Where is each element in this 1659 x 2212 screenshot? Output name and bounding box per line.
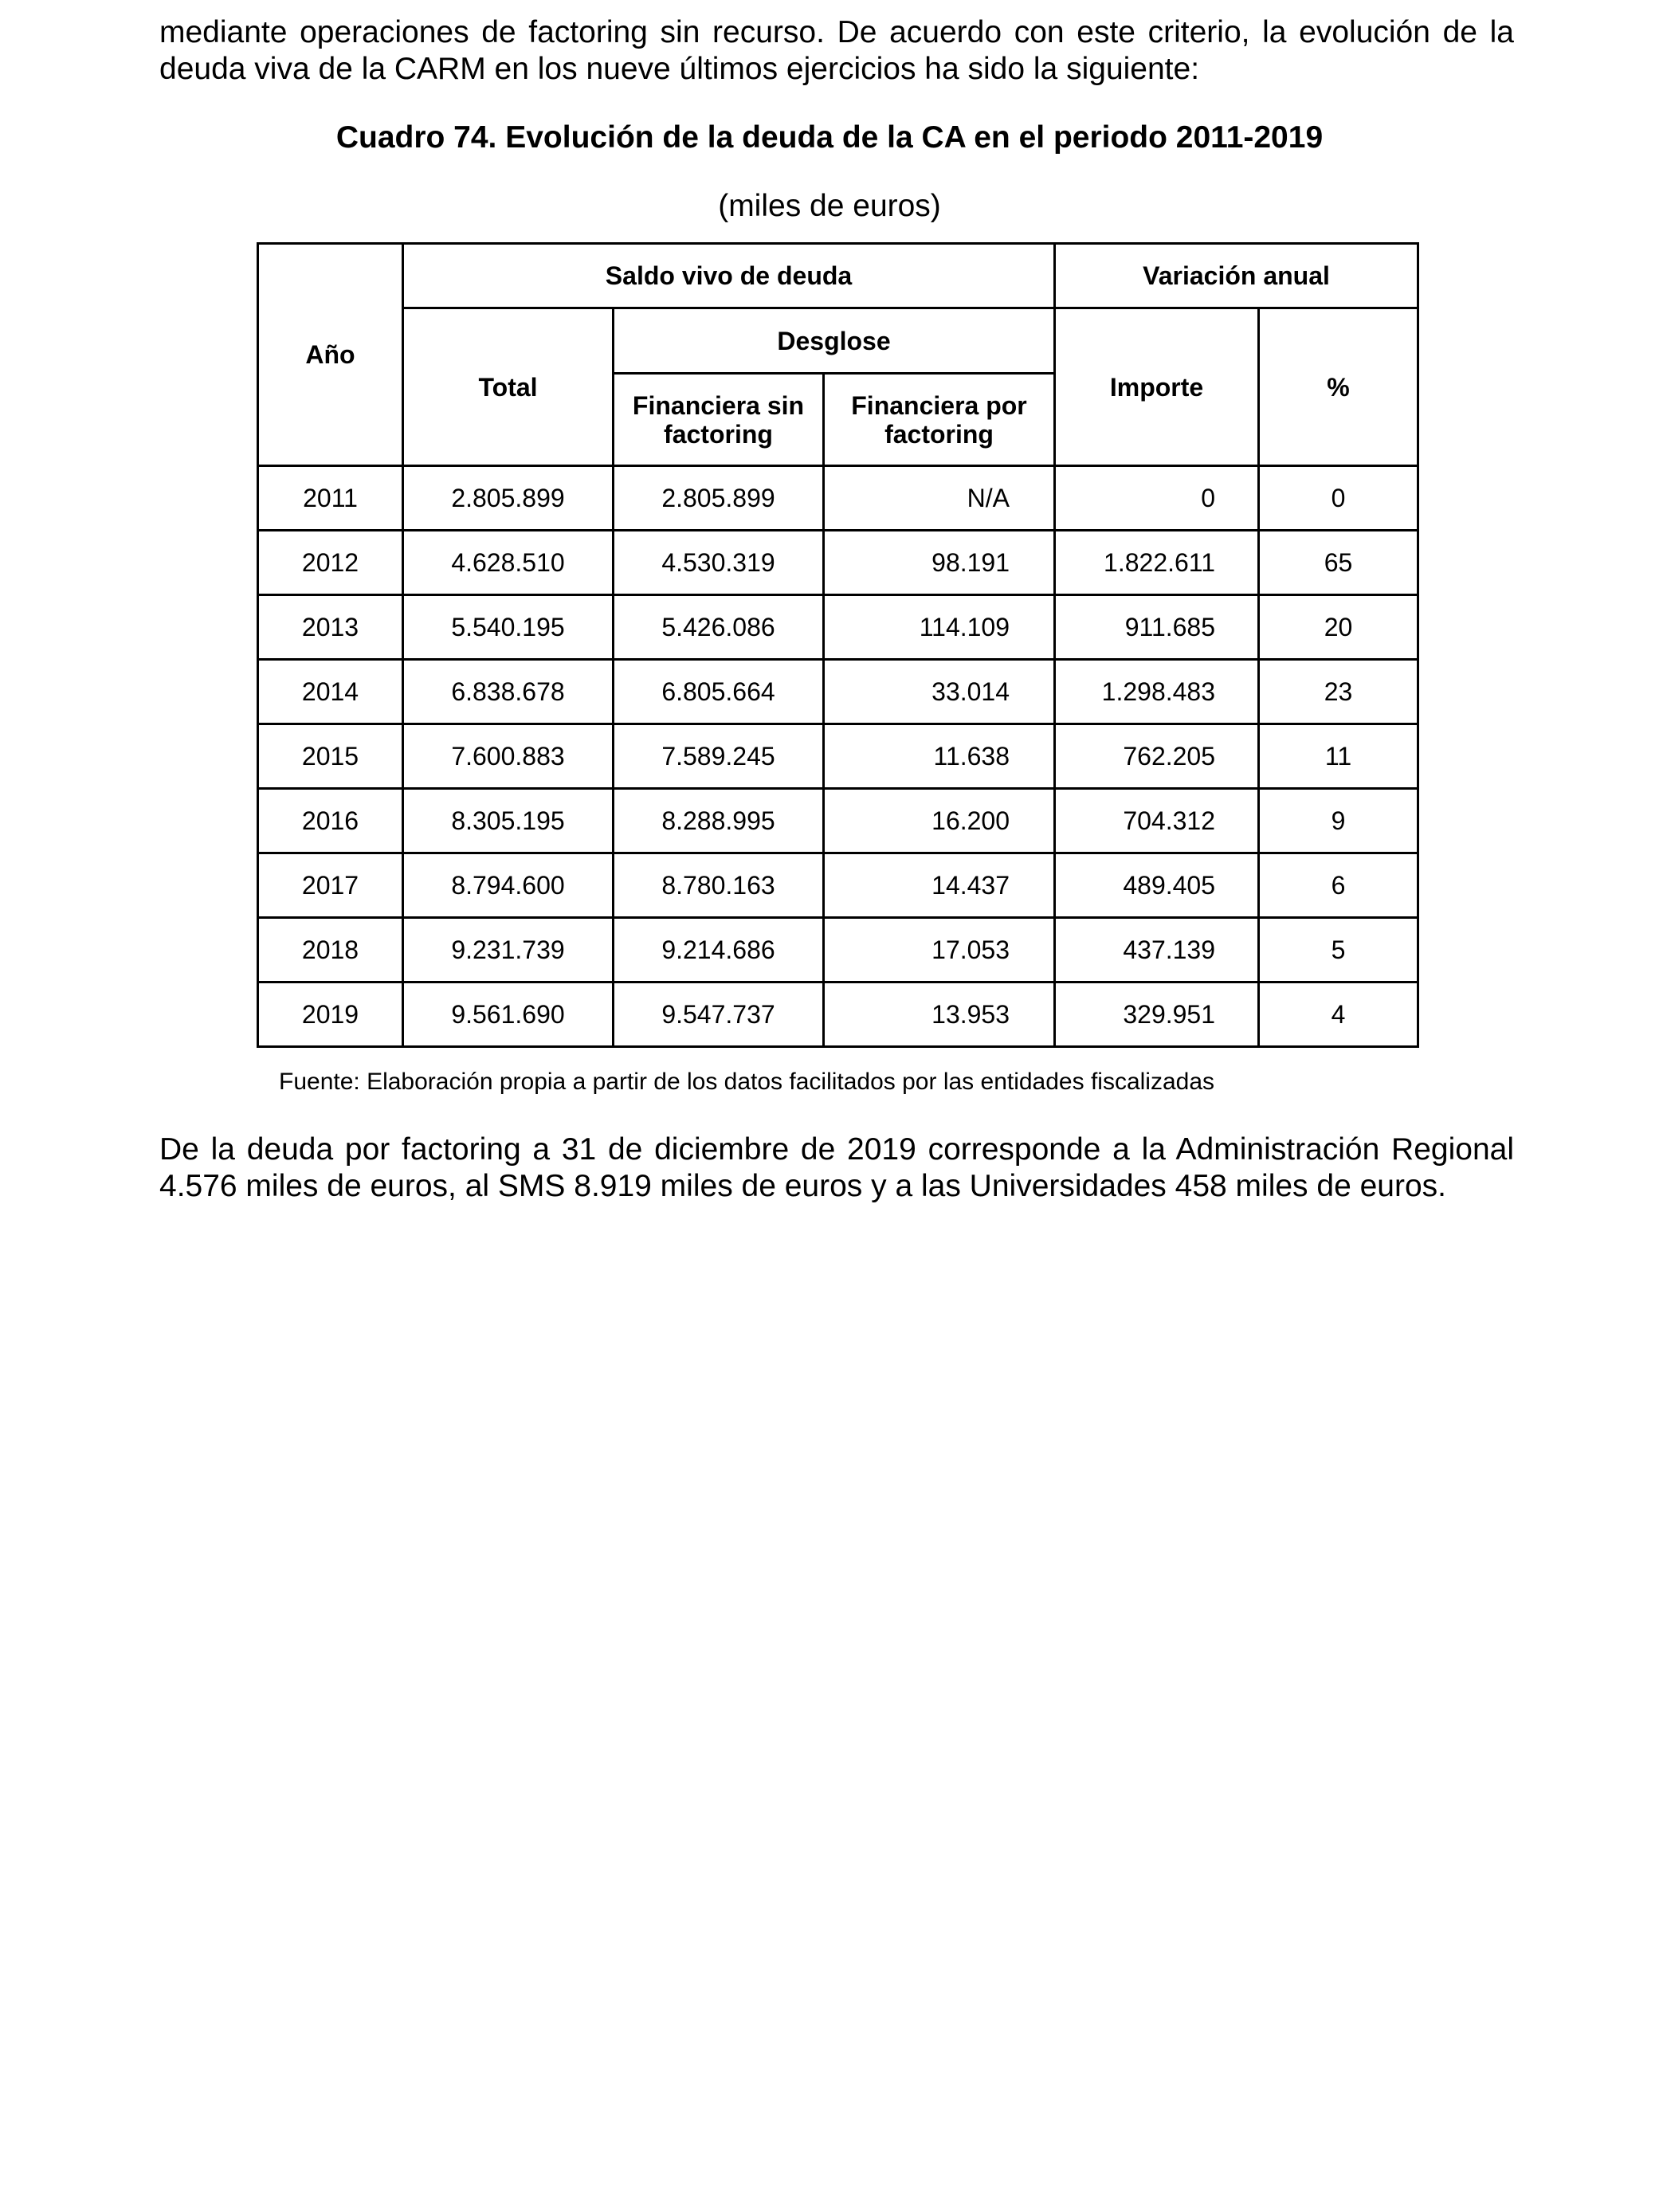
cell-total: 2.805.899 <box>403 466 614 531</box>
table-row <box>258 982 1418 1047</box>
cell-percent: 11 <box>1259 724 1418 789</box>
header-desglose: Desglose <box>614 308 1055 374</box>
cell-percent: 0 <box>1259 466 1418 531</box>
header-saldo-vivo: Saldo vivo de deuda <box>403 244 1055 308</box>
cell-financiera-sin-factoring: 2.805.899 <box>614 466 824 531</box>
cell-financiera-sin-factoring: 8.780.163 <box>614 853 824 918</box>
cell-importe: 1.298.483 <box>1055 660 1259 724</box>
table-row <box>258 595 1418 660</box>
cell-financiera-por-factoring: 114.109 <box>824 595 1055 660</box>
cell-percent: 65 <box>1259 531 1418 595</box>
cell-financiera-por-factoring: 14.437 <box>824 853 1055 918</box>
header-year: Año <box>258 244 403 466</box>
cell-financiera-por-factoring: N/A <box>824 466 1055 531</box>
header-importe: Importe <box>1055 308 1259 466</box>
cell-percent: 4 <box>1259 982 1418 1047</box>
cell-financiera-por-factoring: 13.953 <box>824 982 1055 1047</box>
cell-financiera-sin-factoring: 9.547.737 <box>614 982 824 1047</box>
cell-financiera-por-factoring: 33.014 <box>824 660 1055 724</box>
outro-line-2: 4.576 miles de euros, al SMS 8.919 miles de euros y a las Universidades 458 miles de euros. <box>159 1169 1446 1203</box>
cell-financiera-por-factoring: 16.200 <box>824 789 1055 853</box>
table-title: Cuadro 74. Evolución de la deuda de la CA en el periodo 2011-2019 <box>335 120 1324 155</box>
cell-importe: 762.205 <box>1055 724 1259 789</box>
cell-importe: 1.822.611 <box>1055 531 1259 595</box>
cell-year: 2015 <box>258 724 403 789</box>
outro-line-1: De la deuda por factoring a 31 de diciembre de 2019 corresponde a la Administración Regional <box>159 1132 1514 1167</box>
cell-percent: 6 <box>1259 853 1418 918</box>
cell-year: 2019 <box>258 982 403 1047</box>
table-units: (miles de euros) <box>718 189 941 223</box>
cell-importe: 911.685 <box>1055 595 1259 660</box>
cell-percent: 5 <box>1259 918 1418 982</box>
table-row <box>258 789 1418 853</box>
cell-importe: 329.951 <box>1055 982 1259 1047</box>
cell-total: 6.838.678 <box>403 660 614 724</box>
cell-percent: 23 <box>1259 660 1418 724</box>
cell-financiera-sin-factoring: 8.288.995 <box>614 789 824 853</box>
cell-total: 8.794.600 <box>403 853 614 918</box>
cell-total: 8.305.195 <box>403 789 614 853</box>
table-row <box>258 853 1418 918</box>
header-financiera-por-factoring: Financiera por factoring <box>824 374 1055 466</box>
cell-importe: 0 <box>1055 466 1259 531</box>
cell-importe: 437.139 <box>1055 918 1259 982</box>
cell-importe: 489.405 <box>1055 853 1259 918</box>
cell-financiera-por-factoring: 11.638 <box>824 724 1055 789</box>
intro-line-2: deuda viva de la CARM en los nueve últimos ejercicios ha sido la siguiente: <box>159 52 1200 86</box>
source-note: Fuente: Elaboración propia a partir de los datos facilitados por las entidades fiscalizadas <box>279 1069 1215 1095</box>
header-variacion-anual: Variación anual <box>1055 244 1418 308</box>
table-row <box>258 660 1418 724</box>
cell-total: 5.540.195 <box>403 595 614 660</box>
header-financiera-sin-factoring: Financiera sin factoring <box>614 374 824 466</box>
table-row <box>258 724 1418 789</box>
table-row <box>258 918 1418 982</box>
cell-year: 2017 <box>258 853 403 918</box>
cell-year: 2016 <box>258 789 403 853</box>
cell-year: 2012 <box>258 531 403 595</box>
cell-year: 2018 <box>258 918 403 982</box>
cell-financiera-sin-factoring: 4.530.319 <box>614 531 824 595</box>
cell-total: 7.600.883 <box>403 724 614 789</box>
intro-line-1: mediante operaciones de factoring sin recurso. De acuerdo con este criterio, la evolución de la <box>159 15 1514 49</box>
cell-importe: 704.312 <box>1055 789 1259 853</box>
cell-financiera-sin-factoring: 9.214.686 <box>614 918 824 982</box>
cell-financiera-sin-factoring: 6.805.664 <box>614 660 824 724</box>
cell-percent: 20 <box>1259 595 1418 660</box>
cell-total: 9.231.739 <box>403 918 614 982</box>
cell-year: 2011 <box>258 466 403 531</box>
table-row <box>258 466 1418 531</box>
cell-total: 9.561.690 <box>403 982 614 1047</box>
cell-year: 2013 <box>258 595 403 660</box>
cell-financiera-por-factoring: 98.191 <box>824 531 1055 595</box>
cell-total: 4.628.510 <box>403 531 614 595</box>
header-percent: % <box>1259 308 1418 466</box>
cell-financiera-sin-factoring: 7.589.245 <box>614 724 824 789</box>
outro-paragraph <box>159 1131 1514 1205</box>
header-total: Total <box>403 308 614 466</box>
cell-financiera-por-factoring: 17.053 <box>824 918 1055 982</box>
cell-year: 2014 <box>258 660 403 724</box>
intro-paragraph <box>159 14 1514 88</box>
cell-financiera-sin-factoring: 5.426.086 <box>614 595 824 660</box>
debt-evolution-table <box>257 242 1419 1048</box>
cell-percent: 9 <box>1259 789 1418 853</box>
table-row <box>258 531 1418 595</box>
